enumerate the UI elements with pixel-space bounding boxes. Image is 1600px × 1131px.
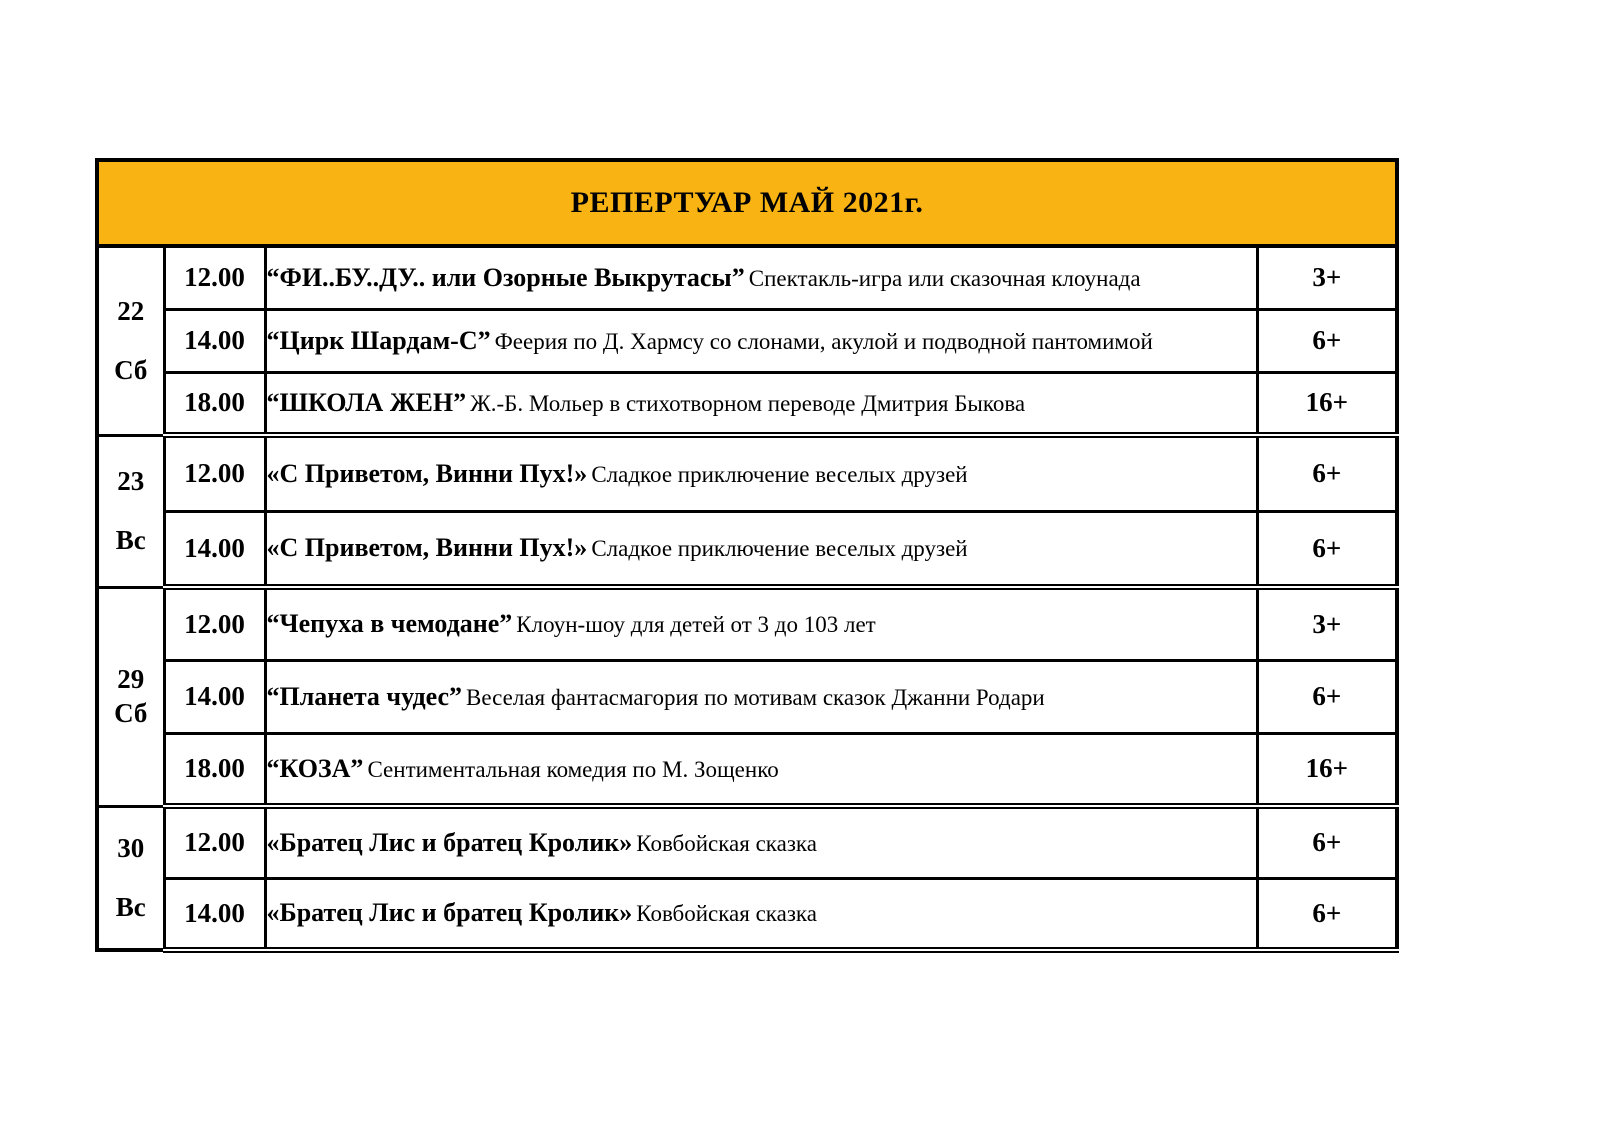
show-subtitle: Сентиментальная комедия по М. Зощенко [367,756,779,782]
age-rating: 16+ [1257,733,1397,806]
show-time: 12.00 [164,587,265,660]
show-row [97,309,1397,372]
age-rating: 6+ [1257,309,1397,372]
show-time: 14.00 [164,511,265,587]
show-row [97,806,1397,878]
age-rating: 6+ [1257,511,1397,587]
show-subtitle: Ковбойская сказка [636,830,817,856]
age-rating: 3+ [1257,587,1397,660]
show-description-cell [265,878,1257,950]
show-row [97,246,1397,309]
show-time: 14.00 [164,660,265,733]
date-number: 30 [117,832,145,863]
repertoire-table-body [97,160,1397,950]
show-title: «С Приветом, Винни Пух!» [266,533,588,563]
show-description-cell [265,806,1257,878]
show-title: “Цирк Шардам-С” [266,325,491,355]
show-row [97,435,1397,511]
show-title: “ФИ..БУ..ДУ.. или Озорные Выкрутасы” [266,262,745,292]
show-title: “Чепуха в чемодане” [266,609,513,639]
repertoire-table [95,158,1399,953]
weekday-label: Вс [115,891,146,922]
show-time: 18.00 [164,372,265,435]
show-subtitle: Веселая фантасмагория по мотивам сказок Джанни Родари [466,684,1045,710]
show-row [97,587,1397,660]
date-number: 23 [117,465,145,496]
title-row [97,160,1397,246]
show-time: 18.00 [164,733,265,806]
show-row [97,878,1397,950]
age-rating: 6+ [1257,660,1397,733]
show-description-cell [265,309,1257,372]
show-row [97,372,1397,435]
show-subtitle: Ж.-Б. Мольер в стихотворном переводе Дмитрия Быкова [470,390,1026,416]
show-time: 12.00 [164,246,265,309]
date-cell [97,587,164,806]
show-description-cell [265,372,1257,435]
show-subtitle: Спектакль-игра или сказочная клоунада [748,265,1141,291]
show-title: «Братец Лис и братец Кролик» [266,898,633,928]
show-row [97,733,1397,806]
show-row [97,511,1397,587]
age-rating: 3+ [1257,246,1397,309]
show-row [97,660,1397,733]
date-number: 22 [117,295,145,326]
date-cell [97,806,164,950]
weekday-label: Сб [114,698,148,728]
page-title: РЕПЕРТУАР МАЙ 2021г. [97,160,1397,246]
show-time: 14.00 [164,878,265,950]
age-rating: 6+ [1257,435,1397,511]
show-time: 14.00 [164,309,265,372]
show-description-cell [265,660,1257,733]
show-description-cell [265,435,1257,511]
show-subtitle: Клоун-шоу для детей от 3 до 103 лет [516,612,876,638]
show-title: «Братец Лис и братец Кролик» [266,827,633,857]
age-rating: 16+ [1257,372,1397,435]
date-cell [97,246,164,435]
weekday-label: Сб [114,354,148,385]
show-subtitle: Сладкое приключение веселых друзей [591,461,968,487]
show-description-cell [265,733,1257,806]
weekday-label: Вс [115,525,146,555]
show-description-cell [265,246,1257,309]
show-title: “КОЗА” [266,753,364,783]
show-title: “ШКОЛА ЖЕН” [266,387,467,417]
show-title: «С Приветом, Винни Пух!» [266,458,588,488]
show-time: 12.00 [164,806,265,878]
show-time: 12.00 [164,435,265,511]
show-description-cell [265,511,1257,587]
show-title: “Планета чудес” [266,681,462,711]
show-subtitle: Сладкое приключение веселых друзей [591,536,968,562]
age-rating: 6+ [1257,806,1397,878]
age-rating: 6+ [1257,878,1397,950]
show-subtitle: Ковбойская сказка [636,901,817,927]
show-subtitle: Феерия по Д. Хармсу со слонами, акулой и подводной пантомимой [494,328,1153,354]
show-description-cell [265,587,1257,660]
date-cell [97,435,164,587]
date-number: 29 [117,663,145,694]
